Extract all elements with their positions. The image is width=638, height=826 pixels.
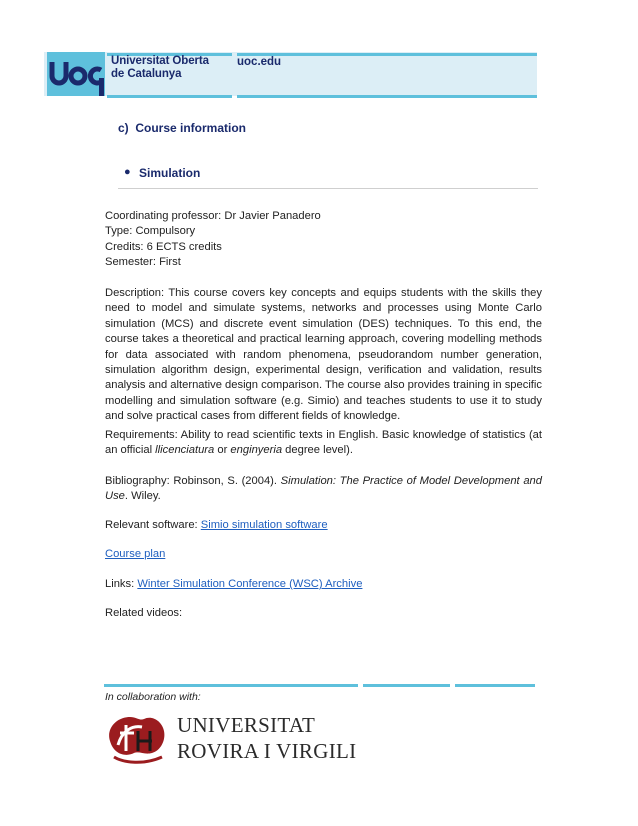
header-rule [107,95,232,98]
course-description: Description: This course covers key concepts and equips students with the skills they need to model and simulate systems, networks and processes using Monte Carlo simulation (MCS) and discrete event simulation (DES) techniques. To this end, the course takes a theoretical and practical learning approach, covering modelling methods for data associated with random phenomena, pseudorandom number generation, simulation algorithm design, experimental design, verification and validation, results analysis and alternative design comparison. The course also provides training in specific modelling and simulation software (e.g. Simio) and teaches students to use it to study and solve practical cases from different fields of knowledge. [105,287,542,423]
bibliography-text: . Wiley. [124,490,161,503]
section-title: Course information [135,121,247,135]
coordinator: Coordinating professor: Dr Javier Panadero [105,210,321,222]
bibliography-text: Bibliography: Robinson, S. (2004). [105,475,281,487]
section-heading [118,121,246,135]
course-name: Simulation [139,166,201,180]
wsc-archive-link[interactable]: Winter Simulation Conference (WSC) Archive [137,578,363,590]
footer-rule [455,684,535,687]
bullet-icon: ● [124,166,131,178]
course-meta [105,209,542,271]
requirements-text: or [214,444,231,457]
bibliography-title: Simulation: The Practice of Model Development and Use [105,475,542,503]
university-name [111,55,209,81]
requirements-degree-2: enginyeria [230,444,283,457]
urv-logo-icon [104,711,170,767]
divider [118,188,538,189]
partner-name [177,712,356,764]
section-label: c) [118,121,129,135]
header-rule [237,95,537,98]
links [105,577,542,592]
course-type: Type: Compulsory [105,225,196,238]
relevant-software [105,518,542,533]
domain-label: uoc.edu [237,56,282,68]
requirements-text: degree level). [282,444,353,457]
partner-name-line2: ROVIRA I VIRGILI [177,739,357,763]
course-semester: Semester: First [105,256,181,269]
partner-name-line1: UNIVERSITAT [177,713,316,737]
footer-rule [104,684,358,687]
requirements-text: Requirements: Ability to read scientific texts in English. Basic knowledge of statistics (at an official [105,429,542,457]
header-rule [237,53,537,56]
software-label: Relevant software: [105,519,201,531]
requirements-degree-1: llicenciatura [155,444,215,457]
course-plan-link[interactable]: Course plan [105,548,166,560]
course-bibliography [105,474,542,505]
links-label: Links: [105,578,138,590]
course-requirements [105,428,542,459]
university-name-line2: de Catalunya [111,68,182,80]
footer-rule [363,684,450,687]
uoc-logo-icon [47,52,105,96]
collaboration-label: In collaboration with: [105,691,201,703]
course-credits: Credits: 6 ECTS credits [105,240,222,253]
course-plan [105,547,542,562]
related-videos-label: Related videos: [105,607,183,619]
university-name-line1: Universitat Oberta [111,55,209,67]
simio-software-link[interactable]: Simio simulation software [200,519,328,531]
